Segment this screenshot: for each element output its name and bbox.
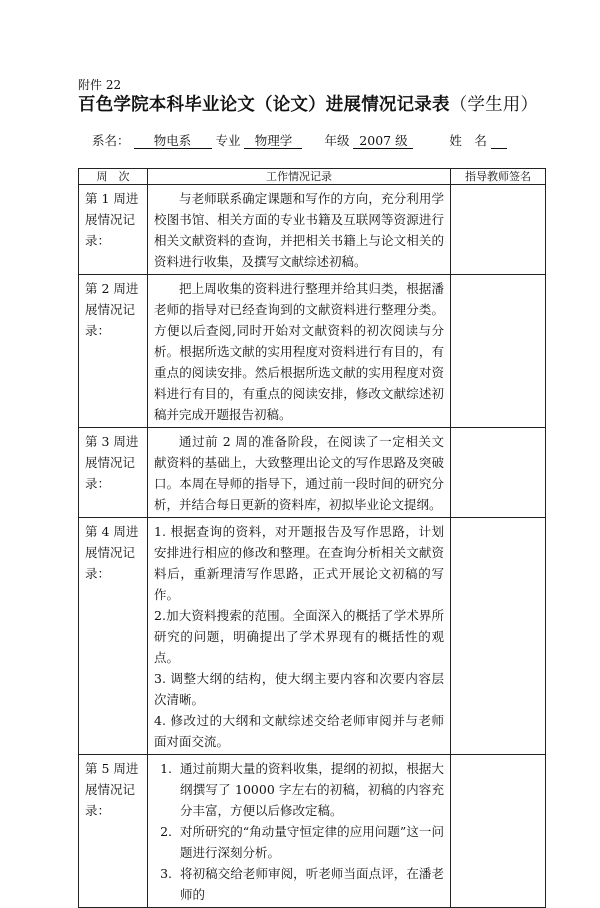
record-paragraph: 把上周收集的资料进行整理并给其归类，根据潘老师的指导对已经查询到的文献资料进行整理分类。方便以后查阅,同时开始对文献资料的初次阅读与分析。根据所选文献的实用程度对资料进行有目的，有重点的阅读安排。然后根据所选文献的实用程度对资料进行有目的，有重点的阅读安排，修改文献综述初稿并完成开题报告初稿。 <box>154 281 444 422</box>
grade-label: 年级 <box>324 133 350 148</box>
record-paragraph: 3. 调整大纲的结构，使大纲主要内容和次要内容层次清晰。 <box>154 671 444 707</box>
record-paragraph: 1. 根据查询的资料，对开题报告及写作思路，计划安排进行相应的修改和整理。在查询分析相关文献资料后，重新理清写作思路，正式开展论文初稿的写作。 <box>154 524 444 602</box>
table-row <box>79 185 546 275</box>
work-record-cell <box>148 755 451 908</box>
annex-label: 附件 22 <box>78 78 122 92</box>
title-suffix: （学生用） <box>449 95 539 115</box>
signature-cell <box>451 755 546 908</box>
week-cell: 第 3 周进展情况记录： <box>79 428 148 518</box>
signature-cell <box>451 185 546 275</box>
table-row <box>79 275 546 428</box>
major-value: 物理学 <box>244 134 302 149</box>
progress-record-table <box>78 168 546 908</box>
table-row <box>79 428 546 518</box>
week-cell: 第 5 周进展情况记录： <box>79 755 148 908</box>
week-cell: 第 1 周进展情况记录： <box>79 185 148 275</box>
record-list-item: 1. 通过前期大量的资料收集，提纲的初拟，根据大纲撰写了 10000 字左右的初稿，初稿的内容充分丰富，方便以后修改定稿。 <box>176 758 444 821</box>
week-cell: 第 2 周进展情况记录： <box>79 275 148 428</box>
name-value <box>491 134 507 149</box>
record-paragraph: 4. 修改过的大纲和文献综述交给老师审阅并与老师面对面交流。 <box>154 713 444 749</box>
record-paragraph: 2.加大资料搜索的范围。全面深入的概括了学术界所研究的问题，明确提出了学术界现有的概括性的观点。 <box>154 608 444 665</box>
record-paragraph: 与老师联系确定课题和写作的方向，充分利用学校图书馆、相关方面的专业书籍及互联网等资源进行相关文献资料的查询，并把相关书籍上与论文相关的资料进行收集，及撰写文献综述初稿。 <box>154 191 444 269</box>
dept-value: 物电系 <box>134 134 212 149</box>
student-info-line <box>92 131 507 149</box>
name-label: 姓 名 <box>449 133 487 148</box>
record-list-item: 2. 对所研究的“角动量守恒定律的应用问题”这一问题进行深刻分析。 <box>176 821 444 863</box>
record-list-item: 3. 将初稿交给老师审阅，听老师当面点评，在潘老师的 <box>176 863 444 905</box>
header-week: 周 次 <box>79 169 148 185</box>
signature-cell <box>451 275 546 428</box>
work-record-cell <box>148 428 451 518</box>
dept-label: 系名： <box>92 133 130 148</box>
table-row <box>79 755 546 908</box>
work-record-cell <box>148 185 451 275</box>
table-row <box>79 518 546 755</box>
header-advisor-signature: 指导教师签名 <box>451 169 546 185</box>
table-header-row <box>79 169 546 185</box>
signature-cell <box>451 428 546 518</box>
header-work-record: 工作情况记录 <box>148 169 451 185</box>
record-paragraph: 通过前 2 周的准备阶段，在阅读了一定相关文献资料的基础上，大致整理出论文的写作思路及突破口。本周在导师的指导下，通过前一段时间的研究分析，并结合每日更新的资料库，初拟毕业论文提纲。 <box>154 434 444 512</box>
title-main: 百色学院本科毕业论文（论文）进展情况记录表 <box>78 95 450 115</box>
grade-value: 2007 级 <box>353 134 413 149</box>
work-record-cell <box>148 275 451 428</box>
signature-cell <box>451 518 546 755</box>
work-record-cell <box>148 518 451 755</box>
document-title <box>78 91 538 116</box>
major-label: 专业 <box>215 133 241 148</box>
week-cell: 第 4 周进展情况记录： <box>79 518 148 755</box>
